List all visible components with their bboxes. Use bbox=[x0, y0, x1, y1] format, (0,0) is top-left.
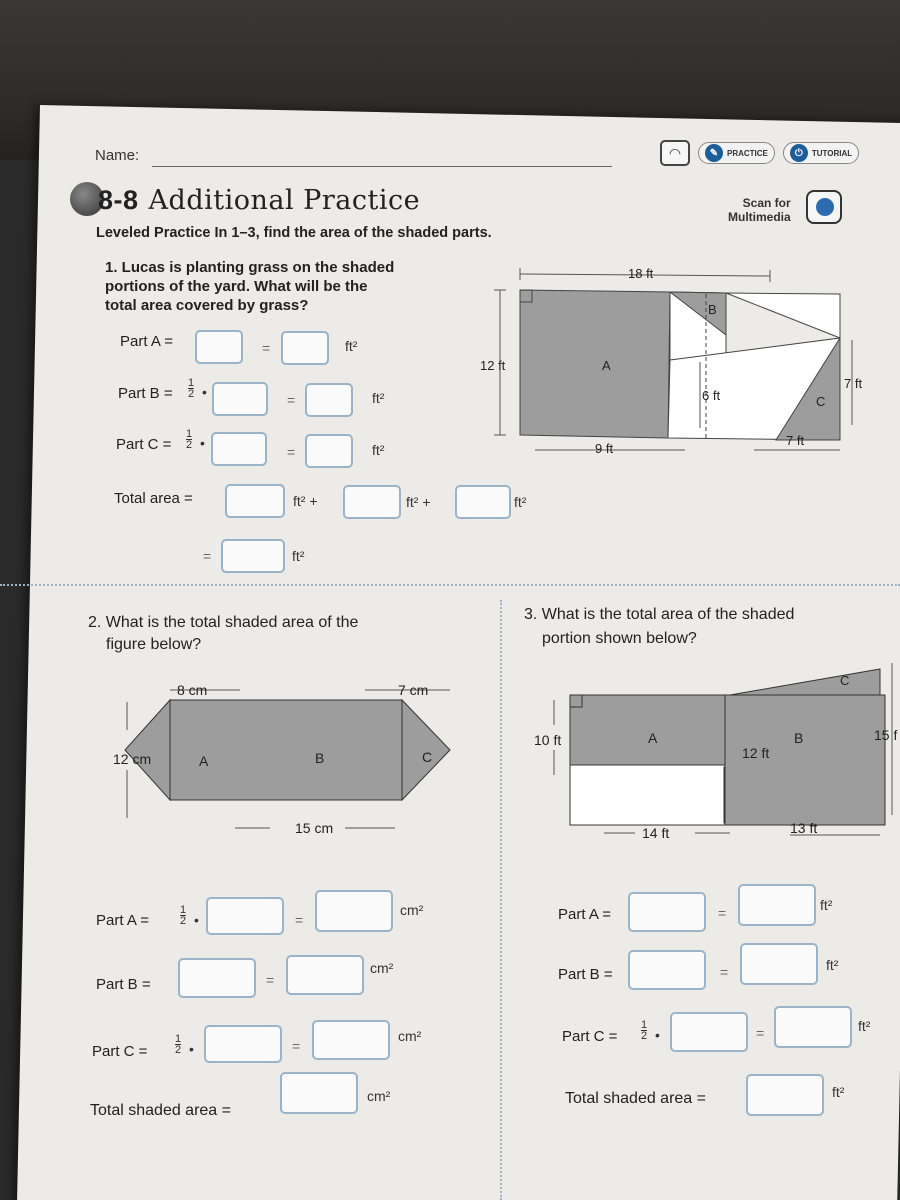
q2-region-a bbox=[125, 700, 170, 800]
wifi-icon[interactable]: ◠ bbox=[660, 140, 690, 166]
q1-region-a bbox=[520, 290, 670, 438]
q3-c-den: 2 bbox=[641, 1030, 648, 1042]
q3-part-c-text: Part C = bbox=[562, 1028, 618, 1045]
q3-part-c-label bbox=[562, 1028, 617, 1045]
q2-unit: cm² bbox=[367, 1088, 391, 1104]
q2-region-b bbox=[170, 700, 402, 800]
q3-eq: = bbox=[756, 1025, 765, 1041]
q3-part-a-input-2[interactable] bbox=[738, 884, 816, 926]
q1-part-a-input-2[interactable] bbox=[281, 331, 329, 365]
lesson-title bbox=[98, 185, 420, 216]
q2-label-b: B bbox=[315, 750, 325, 766]
q2-label-a: A bbox=[199, 753, 209, 769]
q2-c-den: 2 bbox=[175, 1044, 182, 1056]
q1-eq: = bbox=[262, 340, 271, 356]
q1-dot: • bbox=[200, 435, 205, 451]
q2-unit: cm² bbox=[370, 960, 394, 976]
q2-part-c-text: Part C = bbox=[92, 1043, 148, 1060]
q1-dim-right: 7 ft bbox=[844, 376, 863, 391]
q3-total-label: Total shaded area = bbox=[565, 1090, 706, 1107]
q1-part-c-input-1[interactable] bbox=[211, 432, 267, 466]
q1-c-den: 2 bbox=[186, 439, 193, 451]
q3-label-a: A bbox=[648, 730, 658, 746]
q1-unit: ft² bbox=[406, 494, 419, 510]
q3-dim-mid: 12 ft bbox=[742, 745, 770, 761]
q1-b-num: 1 bbox=[188, 377, 195, 389]
q1-line-1: 1. Lucas is planting grass on the shaded bbox=[105, 259, 395, 276]
q3-part-c-input-2[interactable] bbox=[774, 1006, 852, 1048]
q1-part-b-input-2[interactable] bbox=[305, 383, 353, 417]
section-separator bbox=[0, 584, 900, 586]
column-separator bbox=[500, 600, 502, 1200]
edit-icon: ✎ bbox=[705, 144, 723, 162]
q1-plus: + bbox=[309, 493, 318, 509]
q2-part-a-input-2[interactable] bbox=[315, 890, 393, 932]
q3-prompt bbox=[524, 603, 794, 651]
q3-part-b-input-2[interactable] bbox=[740, 943, 818, 985]
power-icon: ⏻ bbox=[790, 144, 808, 162]
q1-unit-plus bbox=[293, 493, 318, 509]
q1-yard-figure bbox=[480, 260, 870, 460]
q1-eq: = bbox=[203, 548, 212, 564]
q1-dot: • bbox=[202, 384, 207, 400]
q3-eq: = bbox=[720, 964, 729, 980]
q3-dim-right: 15 f bbox=[874, 727, 898, 743]
q1-prompt bbox=[105, 258, 394, 315]
scan-icon[interactable] bbox=[806, 190, 842, 224]
q1-total-input-2[interactable] bbox=[343, 485, 401, 519]
q2-eq: = bbox=[295, 912, 304, 928]
q1-part-b-fraction bbox=[188, 378, 194, 399]
q2-dim-left: 12 cm bbox=[113, 751, 152, 767]
q1-total-input-1[interactable] bbox=[225, 484, 285, 518]
q1-eq: = bbox=[287, 392, 296, 408]
q2-part-b-label: Part B = bbox=[96, 976, 151, 993]
q2-eq: = bbox=[266, 972, 275, 988]
q1-grand-total-input[interactable] bbox=[221, 539, 285, 573]
q2-part-c-input-1[interactable] bbox=[204, 1025, 282, 1063]
q1-dim-bottom-c: 7 ft bbox=[786, 433, 805, 448]
q2-part-b-input-2[interactable] bbox=[286, 955, 364, 995]
toolbar bbox=[660, 140, 859, 166]
q1-dim-mid: 6 ft bbox=[702, 388, 721, 403]
q2-part-c-input-2[interactable] bbox=[312, 1020, 390, 1060]
q3-dim-left: 10 ft bbox=[534, 732, 562, 748]
q1-total-label: Total area = bbox=[114, 490, 193, 507]
q1-eq: = bbox=[287, 444, 296, 460]
q2-unit: cm² bbox=[400, 902, 424, 918]
q2-dot: • bbox=[194, 912, 199, 928]
q3-unit: ft² bbox=[820, 897, 833, 913]
q2-dim-bottom: 15 cm bbox=[295, 820, 334, 836]
q1-line-3: total area covered by grass? bbox=[105, 297, 309, 314]
q3-unit: ft² bbox=[832, 1084, 845, 1100]
q3-dim-bottom-a: 14 ft bbox=[642, 825, 670, 841]
q3-label-b: B bbox=[794, 730, 804, 746]
q2-label-c: C bbox=[422, 749, 433, 765]
q1-unit: ft² bbox=[345, 338, 358, 354]
scan-line-1: Scan for bbox=[742, 196, 791, 210]
name-label: Name: bbox=[95, 147, 140, 164]
q1-line-2: portions of the yard. What will be the bbox=[105, 278, 368, 295]
q3-part-c-input-1[interactable] bbox=[670, 1012, 748, 1052]
q3-unit: ft² bbox=[858, 1018, 871, 1034]
q3-unit: ft² bbox=[826, 957, 839, 973]
q3-region-c bbox=[730, 669, 880, 695]
q2-part-c-fraction bbox=[175, 1034, 181, 1055]
q2-prompt bbox=[88, 612, 358, 656]
q2-part-a-input-1[interactable] bbox=[206, 897, 284, 935]
scan-text bbox=[728, 196, 791, 224]
q1-unit: ft² bbox=[514, 494, 527, 510]
q3-figure bbox=[520, 655, 900, 845]
q3-part-a-label: Part A = bbox=[558, 906, 611, 923]
scan-line-2: Multimedia bbox=[728, 210, 791, 224]
q1-part-c-input-2[interactable] bbox=[305, 434, 353, 468]
q2-line-1: 2. What is the total shaded area of the bbox=[88, 614, 359, 631]
q1-label-b: B bbox=[708, 302, 717, 317]
q2-a-den: 2 bbox=[180, 915, 187, 927]
q2-line-2: figure below? bbox=[106, 636, 202, 653]
q1-c-num: 1 bbox=[186, 428, 193, 440]
q3-dim-bottom-b: 13 ft bbox=[790, 820, 818, 836]
q1-part-c-label: Part C = bbox=[116, 436, 172, 453]
q1-part-c-fraction bbox=[186, 429, 192, 450]
q3-part-b-input-1[interactable] bbox=[628, 950, 706, 990]
q1-label-c: C bbox=[816, 394, 826, 409]
q1-unit: ft² bbox=[292, 548, 305, 564]
q2-total-input[interactable] bbox=[280, 1072, 358, 1114]
q1-unit: ft² bbox=[293, 493, 306, 509]
q2-unit: cm² bbox=[398, 1028, 422, 1044]
q2-part-a-label bbox=[96, 912, 149, 929]
q2-part-a-fraction bbox=[180, 905, 186, 926]
q1-part-a-input-1[interactable] bbox=[195, 330, 243, 364]
q2-part-a-text: Part A = bbox=[96, 912, 149, 929]
q2-figure bbox=[95, 670, 495, 845]
q3-part-c-fraction bbox=[641, 1020, 647, 1041]
q2-total-label: Total shaded area = bbox=[90, 1102, 231, 1119]
q1-plus: + bbox=[422, 494, 431, 510]
q1-total-input-3[interactable] bbox=[455, 485, 511, 519]
q1-region-top-right bbox=[726, 293, 840, 338]
q2-c-num: 1 bbox=[175, 1033, 182, 1045]
name-line bbox=[152, 166, 612, 167]
q2-part-c-label bbox=[92, 1043, 147, 1060]
q1-unit-plus bbox=[406, 494, 431, 510]
q3-dot: • bbox=[655, 1027, 660, 1043]
practice-label: PRACTICE bbox=[727, 148, 768, 158]
instructions: Leveled Practice In 1–3, find the area of the shaded parts. bbox=[96, 225, 492, 241]
lesson-number: 8-8 bbox=[98, 185, 139, 215]
q3-total-input[interactable] bbox=[746, 1074, 824, 1116]
q3-eq: = bbox=[718, 905, 727, 921]
q3-line-1: 3. What is the total area of the shaded bbox=[524, 606, 795, 623]
q2-dim-top-right: 7 cm bbox=[398, 682, 429, 698]
lesson-title-text: Additional Practice bbox=[148, 185, 421, 216]
tutorial-label: TUTORIAL bbox=[811, 148, 853, 158]
q3-c-num: 1 bbox=[641, 1019, 648, 1031]
q2-part-b-input-1[interactable] bbox=[178, 958, 256, 998]
tutorial-button[interactable] bbox=[783, 142, 859, 164]
q3-line-2: portion shown below? bbox=[542, 630, 697, 647]
q1-part-b-label: Part B = bbox=[118, 385, 173, 402]
q1-part-b-input-1[interactable] bbox=[212, 382, 268, 416]
q1-label-a: A bbox=[602, 358, 611, 373]
q1-b-den: 2 bbox=[188, 388, 195, 400]
q1-dim-bottom-a: 9 ft bbox=[595, 441, 614, 456]
q2-dim-top-left: 8 cm bbox=[177, 682, 208, 698]
q3-label-c: C bbox=[840, 673, 850, 688]
q2-a-num: 1 bbox=[180, 904, 187, 916]
q3-part-a-input-1[interactable] bbox=[628, 892, 706, 932]
q1-dim-top: 18 ft bbox=[628, 266, 654, 281]
q2-dot: • bbox=[189, 1041, 194, 1057]
q1-unit: ft² bbox=[372, 442, 385, 458]
q1-unit: ft² bbox=[372, 390, 385, 406]
q3-part-b-label: Part B = bbox=[558, 966, 613, 983]
q1-part-a-label: Part A = bbox=[120, 333, 173, 350]
practice-button[interactable] bbox=[698, 142, 775, 164]
q2-eq: = bbox=[292, 1038, 301, 1054]
q1-dim-left: 12 ft bbox=[480, 358, 506, 373]
